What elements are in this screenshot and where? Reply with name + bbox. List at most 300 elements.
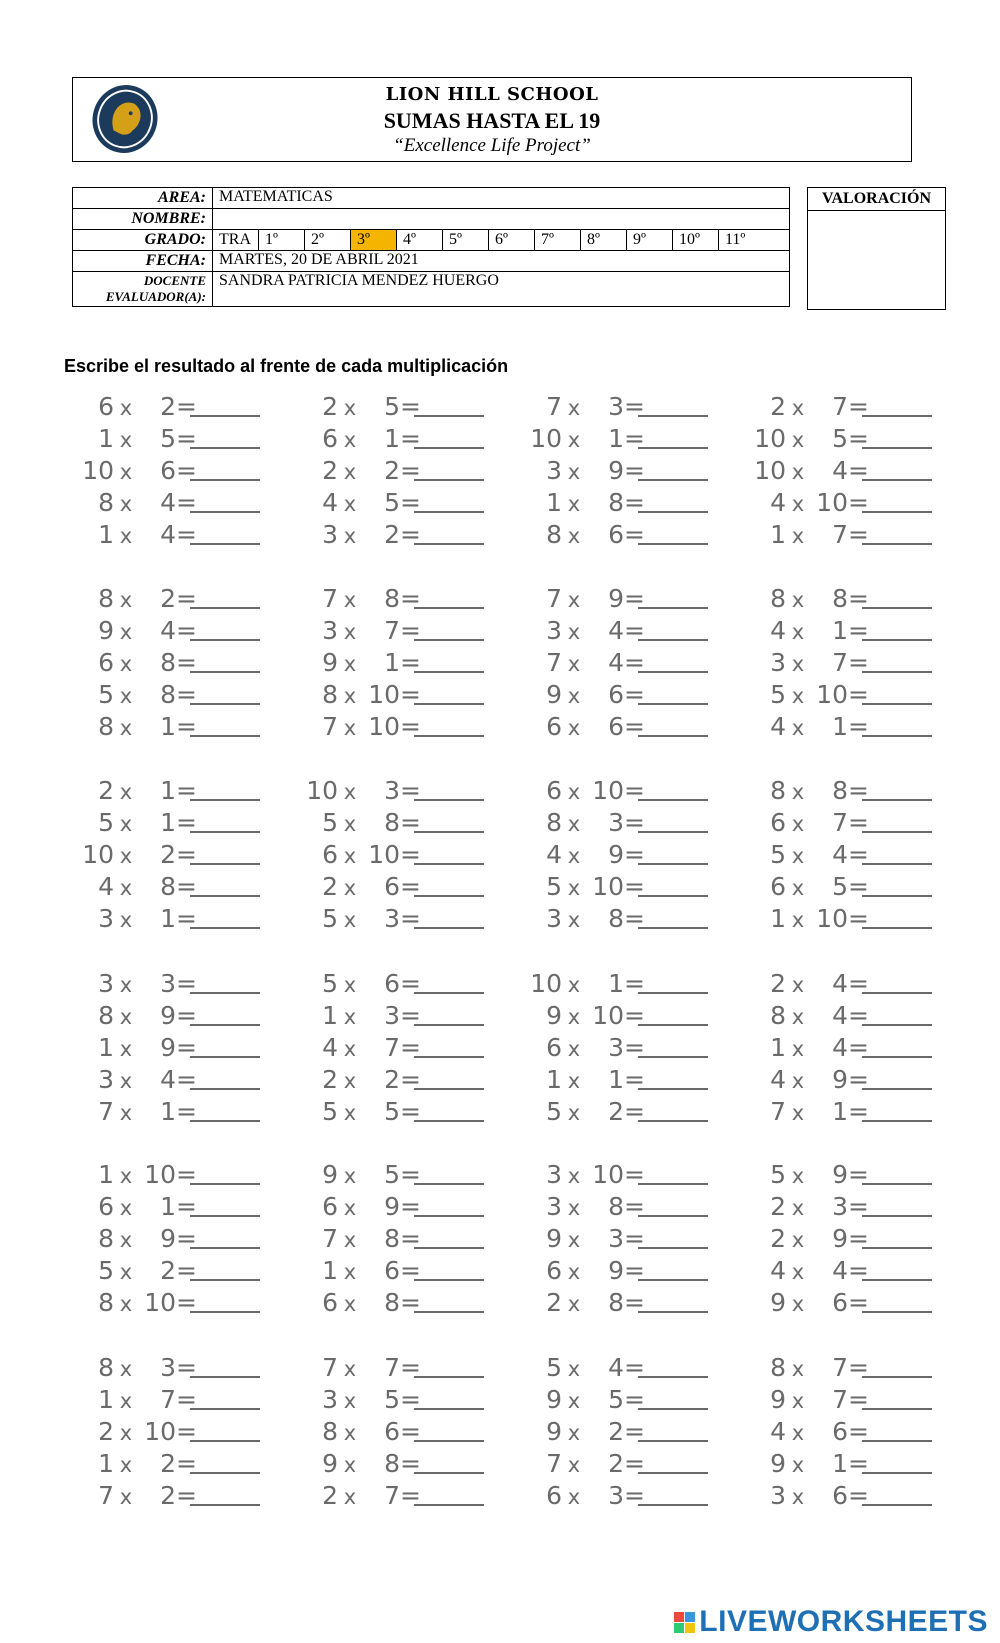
answer-blank[interactable]	[414, 1161, 484, 1185]
multiplication-problem	[296, 774, 484, 807]
multiplication-problem	[296, 1158, 484, 1191]
answer-blank[interactable]	[638, 1193, 708, 1217]
answer-blank[interactable]	[862, 970, 932, 994]
multiplication-problem	[744, 1351, 932, 1384]
answer-blank[interactable]	[414, 841, 484, 865]
answer-blank[interactable]	[414, 457, 484, 481]
answer-blank[interactable]	[862, 521, 932, 545]
times-sign: x	[567, 1101, 581, 1125]
answer-blank[interactable]	[862, 1482, 932, 1506]
equals-sign: =	[848, 808, 869, 837]
multiplication-problem	[520, 1222, 708, 1255]
times-sign: x	[791, 460, 805, 484]
answer-blank[interactable]	[414, 1002, 484, 1026]
times-sign: x	[343, 973, 357, 997]
equals-sign: =	[176, 1481, 197, 1510]
equals-sign: =	[624, 616, 645, 645]
worksheet-title: SUMAS HASTA EL 19	[383, 108, 601, 133]
factor-a: 3	[322, 520, 338, 549]
answer-blank[interactable]	[638, 1289, 708, 1313]
equals-sign: =	[624, 840, 645, 869]
factor-b: 8	[160, 680, 176, 709]
factor-a: 9	[322, 1160, 338, 1189]
multiplication-problem	[296, 582, 484, 615]
answer-blank[interactable]	[638, 1225, 708, 1249]
answer-blank[interactable]	[638, 521, 708, 545]
multiplication-problem	[744, 614, 932, 647]
answer-blank[interactable]	[862, 425, 932, 449]
answer-blank[interactable]	[414, 649, 484, 673]
equals-sign: =	[848, 392, 869, 421]
factor-a: 9	[546, 1001, 562, 1030]
answer-blank[interactable]	[190, 1034, 260, 1058]
factor-b: 3	[608, 808, 624, 837]
answer-blank[interactable]	[414, 1066, 484, 1090]
multiplication-problem	[296, 870, 484, 903]
multiplication-problem	[296, 1190, 484, 1223]
grado-option[interactable]: 4º	[397, 230, 443, 250]
answer-blank[interactable]	[414, 809, 484, 833]
answer-blank[interactable]	[638, 681, 708, 705]
times-sign: x	[791, 1069, 805, 1093]
answer-blank[interactable]	[190, 489, 260, 513]
answer-blank[interactable]	[638, 873, 708, 897]
answer-blank[interactable]	[190, 970, 260, 994]
answer-blank[interactable]	[638, 970, 708, 994]
multiplication-problem	[72, 870, 260, 903]
factor-b: 1	[160, 712, 176, 741]
factor-b: 8	[832, 776, 848, 805]
times-sign: x	[119, 1389, 133, 1413]
answer-blank[interactable]	[862, 1066, 932, 1090]
answer-blank[interactable]	[414, 1193, 484, 1217]
multiplication-problem	[296, 486, 484, 519]
answer-blank[interactable]	[414, 1418, 484, 1442]
factor-b: 6	[608, 520, 624, 549]
multiplication-problem	[296, 1383, 484, 1416]
answer-blank[interactable]	[638, 713, 708, 737]
equals-sign: =	[400, 1256, 421, 1285]
answer-blank[interactable]	[414, 1354, 484, 1378]
factor-a: 7	[322, 584, 338, 613]
answer-blank[interactable]	[414, 873, 484, 897]
factor-a: 8	[98, 584, 114, 613]
equals-sign: =	[400, 392, 421, 421]
grado-option[interactable]: TRA	[213, 230, 259, 250]
answer-blank[interactable]	[862, 617, 932, 641]
multiplication-problem	[744, 390, 932, 423]
equals-sign: =	[624, 488, 645, 517]
answer-blank[interactable]	[190, 1450, 260, 1474]
factor-a: 4	[770, 1417, 786, 1446]
times-sign: x	[343, 1421, 357, 1445]
answer-blank[interactable]	[862, 1418, 932, 1442]
factor-a: 3	[322, 616, 338, 645]
multiplication-problem	[520, 999, 708, 1032]
answer-blank[interactable]	[414, 617, 484, 641]
factor-b: 6	[832, 1417, 848, 1446]
times-sign: x	[791, 588, 805, 612]
worksheet-header	[72, 77, 912, 162]
answer-blank[interactable]	[190, 1257, 260, 1281]
answer-blank[interactable]	[638, 1002, 708, 1026]
answer-blank[interactable]	[190, 1098, 260, 1122]
factor-b: 1	[608, 1065, 624, 1094]
factor-a: 6	[546, 1256, 562, 1285]
factor-a: 5	[770, 680, 786, 709]
answer-blank[interactable]	[190, 425, 260, 449]
equals-sign: =	[848, 1481, 869, 1510]
answer-blank[interactable]	[190, 649, 260, 673]
answer-blank[interactable]	[414, 970, 484, 994]
factor-a: 3	[98, 969, 114, 998]
factor-a: 1	[546, 1065, 562, 1094]
multiplication-problem	[520, 486, 708, 519]
factor-a: 6	[322, 424, 338, 453]
times-sign: x	[567, 396, 581, 420]
answer-blank[interactable]	[190, 1161, 260, 1185]
answer-blank[interactable]	[414, 777, 484, 801]
factor-a: 1	[98, 1385, 114, 1414]
multiplication-problem	[520, 774, 708, 807]
answer-blank[interactable]	[638, 841, 708, 865]
factor-a: 1	[98, 1033, 114, 1062]
answer-blank[interactable]	[190, 457, 260, 481]
factor-b: 3	[832, 1192, 848, 1221]
answer-blank[interactable]	[862, 1034, 932, 1058]
factor-b: 7	[384, 1481, 400, 1510]
grado-option[interactable]: 8º	[581, 230, 627, 250]
multiplication-problem	[296, 1095, 484, 1128]
multiplication-problem	[744, 838, 932, 871]
equals-sign: =	[400, 1288, 421, 1317]
answer-blank[interactable]	[862, 1225, 932, 1249]
answer-blank[interactable]	[190, 1354, 260, 1378]
answer-blank[interactable]	[190, 809, 260, 833]
factor-b: 2	[384, 1065, 400, 1094]
equals-sign: =	[176, 969, 197, 998]
answer-blank[interactable]	[638, 1066, 708, 1090]
multiplication-problem	[520, 1447, 708, 1480]
answer-blank[interactable]	[862, 1161, 932, 1185]
factor-a: 1	[322, 1256, 338, 1285]
answer-blank[interactable]	[190, 873, 260, 897]
times-sign: x	[119, 973, 133, 997]
factor-a: 8	[770, 776, 786, 805]
factor-a: 1	[98, 424, 114, 453]
answer-blank[interactable]	[190, 521, 260, 545]
answer-blank[interactable]	[862, 1193, 932, 1217]
answer-blank[interactable]	[862, 1386, 932, 1410]
factor-a: 9	[546, 680, 562, 709]
answer-blank[interactable]	[190, 393, 260, 417]
answer-blank[interactable]	[862, 1002, 932, 1026]
factor-b: 9	[832, 1160, 848, 1189]
grado-option[interactable]: 3º	[351, 230, 397, 250]
factor-a: 9	[322, 1449, 338, 1478]
factor-a: 2	[322, 1481, 338, 1510]
multiplication-problem	[744, 710, 932, 743]
answer-blank[interactable]	[638, 585, 708, 609]
multiplication-problem	[296, 390, 484, 423]
factor-b: 10	[592, 1001, 624, 1030]
answer-blank[interactable]	[638, 1418, 708, 1442]
equals-sign: =	[624, 1065, 645, 1094]
answer-blank[interactable]	[190, 1482, 260, 1506]
equals-sign: =	[176, 1097, 197, 1126]
answer-blank[interactable]	[638, 617, 708, 641]
answer-blank[interactable]	[414, 425, 484, 449]
multiplication-problem	[72, 454, 260, 487]
answer-blank[interactable]	[414, 1034, 484, 1058]
answer-blank[interactable]	[414, 585, 484, 609]
factor-a: 3	[546, 456, 562, 485]
grado-option[interactable]: 9º	[627, 230, 673, 250]
multiplication-problem	[744, 902, 932, 935]
answer-blank[interactable]	[638, 1161, 708, 1185]
equals-sign: =	[176, 456, 197, 485]
answer-blank[interactable]	[862, 905, 932, 929]
answer-blank[interactable]	[638, 1034, 708, 1058]
factor-b: 9	[832, 1065, 848, 1094]
answer-blank[interactable]	[414, 1098, 484, 1122]
multiplication-problem	[72, 1447, 260, 1480]
factor-a: 3	[770, 1481, 786, 1510]
grado-option[interactable]: 5º	[443, 230, 489, 250]
times-sign: x	[343, 1389, 357, 1413]
factor-a: 8	[322, 1417, 338, 1446]
equals-sign: =	[400, 456, 421, 485]
answer-blank[interactable]	[190, 713, 260, 737]
factor-a: 10	[754, 456, 786, 485]
times-sign: x	[119, 1453, 133, 1477]
answer-blank[interactable]	[862, 1098, 932, 1122]
answer-blank[interactable]	[414, 1257, 484, 1281]
answer-blank[interactable]	[638, 809, 708, 833]
answer-blank[interactable]	[190, 1193, 260, 1217]
answer-blank[interactable]	[190, 1002, 260, 1026]
equals-sign: =	[848, 680, 869, 709]
answer-blank[interactable]	[862, 777, 932, 801]
equals-sign: =	[848, 872, 869, 901]
multiplication-problem	[520, 1479, 708, 1512]
equals-sign: =	[400, 904, 421, 933]
multiplication-problem	[744, 1447, 932, 1480]
answer-blank[interactable]	[414, 681, 484, 705]
answer-blank[interactable]	[638, 1482, 708, 1506]
factor-a: 6	[98, 1192, 114, 1221]
equals-sign: =	[848, 488, 869, 517]
answer-blank[interactable]	[414, 489, 484, 513]
equals-sign: =	[176, 904, 197, 933]
answer-blank[interactable]	[190, 585, 260, 609]
multiplication-problem	[72, 390, 260, 423]
answer-blank[interactable]	[190, 905, 260, 929]
times-sign: x	[567, 1292, 581, 1316]
answer-blank[interactable]	[414, 1386, 484, 1410]
answer-blank[interactable]	[862, 1289, 932, 1313]
answer-blank[interactable]	[190, 1289, 260, 1313]
multiplication-problem	[72, 422, 260, 455]
factor-b: 10	[816, 488, 848, 517]
equals-sign: =	[848, 1065, 869, 1094]
factor-a: 8	[770, 1353, 786, 1382]
answer-blank[interactable]	[638, 489, 708, 513]
times-sign: x	[567, 1228, 581, 1252]
answer-blank[interactable]	[638, 777, 708, 801]
factor-b: 9	[608, 1256, 624, 1285]
times-sign: x	[567, 1164, 581, 1188]
answer-blank[interactable]	[862, 841, 932, 865]
factor-a: 6	[546, 1033, 562, 1062]
multiplication-problem	[72, 1351, 260, 1384]
times-sign: x	[791, 620, 805, 644]
answer-blank[interactable]	[862, 489, 932, 513]
answer-blank[interactable]	[862, 809, 932, 833]
times-sign: x	[567, 1357, 581, 1381]
times-sign: x	[791, 844, 805, 868]
answer-blank[interactable]	[190, 1066, 260, 1090]
factor-a: 3	[546, 904, 562, 933]
grado-option[interactable]: 7º	[535, 230, 581, 250]
times-sign: x	[119, 1037, 133, 1061]
answer-blank[interactable]	[862, 1450, 932, 1474]
answer-blank[interactable]	[414, 1225, 484, 1249]
equals-sign: =	[848, 424, 869, 453]
grado-option[interactable]: 2º	[305, 230, 351, 250]
answer-blank[interactable]	[862, 873, 932, 897]
equals-sign: =	[624, 1001, 645, 1030]
answer-blank[interactable]	[638, 393, 708, 417]
equals-sign: =	[400, 648, 421, 677]
factor-a: 1	[546, 488, 562, 517]
times-sign: x	[567, 524, 581, 548]
times-sign: x	[567, 908, 581, 932]
factor-a: 9	[546, 1385, 562, 1414]
equals-sign: =	[400, 808, 421, 837]
times-sign: x	[343, 460, 357, 484]
answer-blank[interactable]	[638, 1354, 708, 1378]
answer-blank[interactable]	[638, 1257, 708, 1281]
factor-b: 8	[160, 872, 176, 901]
factor-b: 7	[832, 1385, 848, 1414]
answer-blank[interactable]	[638, 457, 708, 481]
multiplication-problem	[296, 838, 484, 871]
answer-blank[interactable]	[414, 1289, 484, 1313]
factor-b: 1	[160, 904, 176, 933]
equals-sign: =	[176, 488, 197, 517]
factor-b: 2	[160, 392, 176, 421]
answer-blank[interactable]	[862, 457, 932, 481]
equals-sign: =	[624, 1097, 645, 1126]
factor-b: 8	[384, 1449, 400, 1478]
answer-blank[interactable]	[638, 905, 708, 929]
answer-blank[interactable]	[190, 777, 260, 801]
multiplication-problem	[744, 1479, 932, 1512]
answer-blank[interactable]	[190, 617, 260, 641]
equals-sign: =	[400, 1385, 421, 1414]
factor-a: 8	[98, 1288, 114, 1317]
multiplication-problem	[744, 518, 932, 551]
equals-sign: =	[176, 648, 197, 677]
multiplication-problem	[72, 999, 260, 1032]
multiplication-problem	[520, 646, 708, 679]
grado-option[interactable]: 10º	[673, 230, 719, 250]
equals-sign: =	[848, 969, 869, 998]
answer-blank[interactable]	[638, 1386, 708, 1410]
multiplication-problem	[744, 486, 932, 519]
answer-blank[interactable]	[414, 1450, 484, 1474]
factor-a: 7	[322, 1353, 338, 1382]
answer-blank[interactable]	[414, 521, 484, 545]
answer-blank[interactable]	[638, 1098, 708, 1122]
grado-option[interactable]: 6º	[489, 230, 535, 250]
answer-blank[interactable]	[638, 425, 708, 449]
answer-blank[interactable]	[190, 1225, 260, 1249]
multiplication-problem	[744, 422, 932, 455]
multiplication-problem	[296, 1351, 484, 1384]
answer-blank[interactable]	[862, 585, 932, 609]
factor-b: 3	[384, 776, 400, 805]
answer-blank[interactable]	[414, 905, 484, 929]
factor-b: 1	[160, 1097, 176, 1126]
times-sign: x	[119, 684, 133, 708]
equals-sign: =	[848, 1160, 869, 1189]
answer-blank[interactable]	[862, 713, 932, 737]
answer-blank[interactable]	[638, 1450, 708, 1474]
equals-sign: =	[400, 1001, 421, 1030]
times-sign: x	[343, 1037, 357, 1061]
multiplication-problem	[72, 1383, 260, 1416]
equals-sign: =	[400, 1481, 421, 1510]
factor-b: 6	[384, 1417, 400, 1446]
equals-sign: =	[624, 969, 645, 998]
grado-option[interactable]: 1º	[259, 230, 305, 250]
times-sign: x	[119, 844, 133, 868]
factor-b: 9	[608, 456, 624, 485]
factor-b: 7	[384, 1353, 400, 1382]
factor-b: 9	[160, 1033, 176, 1062]
times-sign: x	[567, 876, 581, 900]
answer-blank[interactable]	[862, 649, 932, 673]
answer-blank[interactable]	[862, 681, 932, 705]
answer-blank[interactable]	[190, 681, 260, 705]
equals-sign: =	[848, 456, 869, 485]
answer-blank[interactable]	[414, 713, 484, 737]
equals-sign: =	[176, 776, 197, 805]
times-sign: x	[791, 1101, 805, 1125]
times-sign: x	[119, 652, 133, 676]
equals-sign: =	[624, 776, 645, 805]
answer-blank[interactable]	[190, 1386, 260, 1410]
equals-sign: =	[176, 1192, 197, 1221]
multiplication-problem	[744, 678, 932, 711]
answer-blank[interactable]	[190, 1418, 260, 1442]
answer-blank[interactable]	[862, 1257, 932, 1281]
grado-option[interactable]: 11º	[725, 231, 746, 248]
nombre-field[interactable]	[213, 209, 790, 230]
answer-blank[interactable]	[414, 1482, 484, 1506]
answer-blank[interactable]	[414, 393, 484, 417]
multiplication-problem	[72, 518, 260, 551]
answer-blank[interactable]	[862, 1354, 932, 1378]
times-sign: x	[791, 716, 805, 740]
equals-sign: =	[848, 1256, 869, 1285]
answer-blank[interactable]	[862, 393, 932, 417]
answer-blank[interactable]	[638, 649, 708, 673]
factor-a: 1	[98, 1160, 114, 1189]
answer-blank[interactable]	[190, 841, 260, 865]
